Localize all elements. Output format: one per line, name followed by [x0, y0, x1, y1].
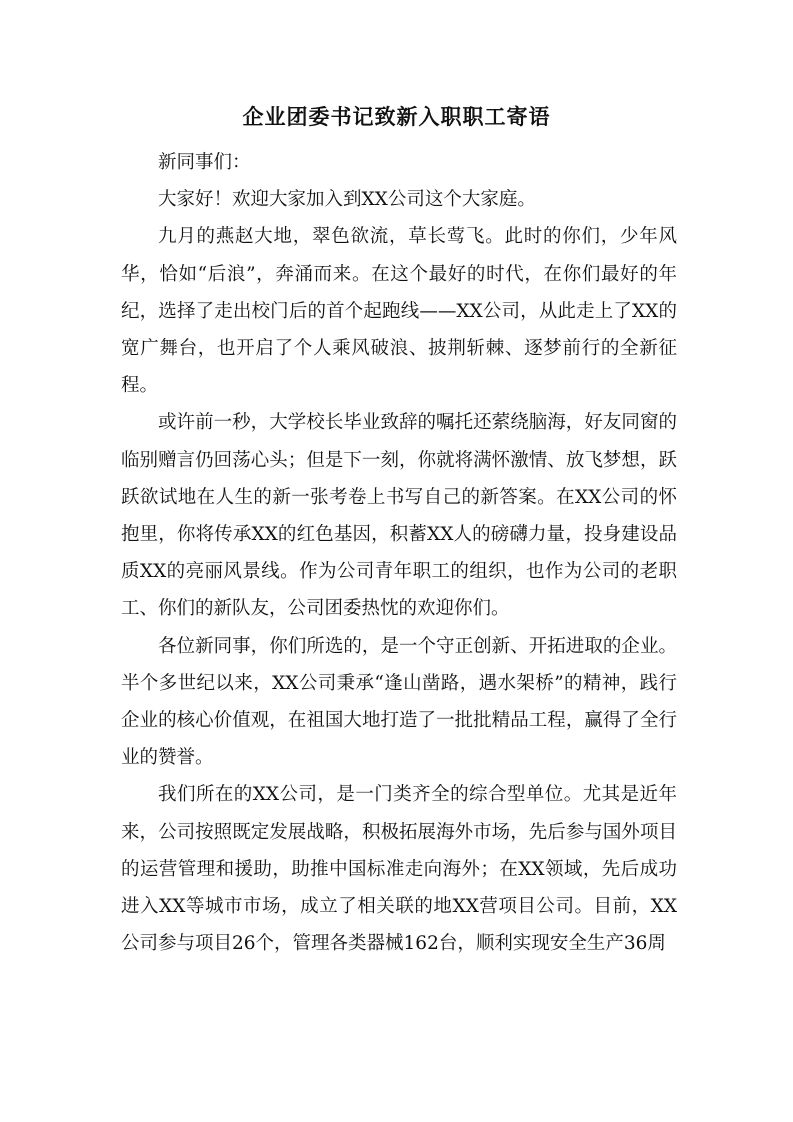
body-paragraph: 或许前一秒，大学校长毕业致辞的嘱托还萦绕脑海，好友同窗的临别赠言仍回荡心头；但是下一刻，你就将满怀激情、放飞梦想，跃跃欲试地在人生的新一张考卷上书写自己的新答案。在XX公司的怀抱里，你将传承XX的红色基因，积蓄XX人的磅礴力量，投身建设品质XX的亮丽风景线。作为公司青年职工的组织，也作为公司的老职工、你们的新队友，公司团委热忱的欢迎你们。	[121, 412, 677, 620]
body-paragraph: 我们所在的XX公司，是一门类齐全的综合型单位。尤其是近年来，公司按照既定发展战略，积极拓展海外市场，先后参与国外项目的运营管理和援助，助推中国标准走向海外；在XX领域，先后成功进入XX等城市市场，成立了相关联的地XX营项目公司。目前，XX公司参与项目26个，管理各类器械162台，顺利实现安全生产36周	[121, 784, 677, 955]
document-body	[121, 144, 677, 962]
greeting-paragraph: 大家好！欢迎大家加入到XX公司这个大家庭。	[158, 189, 536, 211]
salutation: 新同事们：	[158, 152, 251, 173]
body-paragraph: 九月的燕赵大地，翠色欲流，草长莺飞。此时的你们，少年风华，恰如“后浪”，奔涌而来。在这个最好的时代，在你们最好的年纪，选择了走出校门后的首个起跑线——XX公司，从此走上了XX的宽广舞台，也开启了个人乘风破浪、披荆斩棘、逐梦前行的全新征程。	[121, 226, 677, 397]
document-title: 企业团委书记致新入职职工寄语	[242, 104, 551, 129]
body-paragraph: 各位新同事，你们所选的，是一个守正创新、开拓进取的企业。半个多世纪以来，XX公司秉承“逢山凿路，遇水架桥”的精神，践行企业的核心价值观，在祖国大地打造了一批批精品工程，赢得了全行业的赞誉。	[121, 635, 677, 769]
